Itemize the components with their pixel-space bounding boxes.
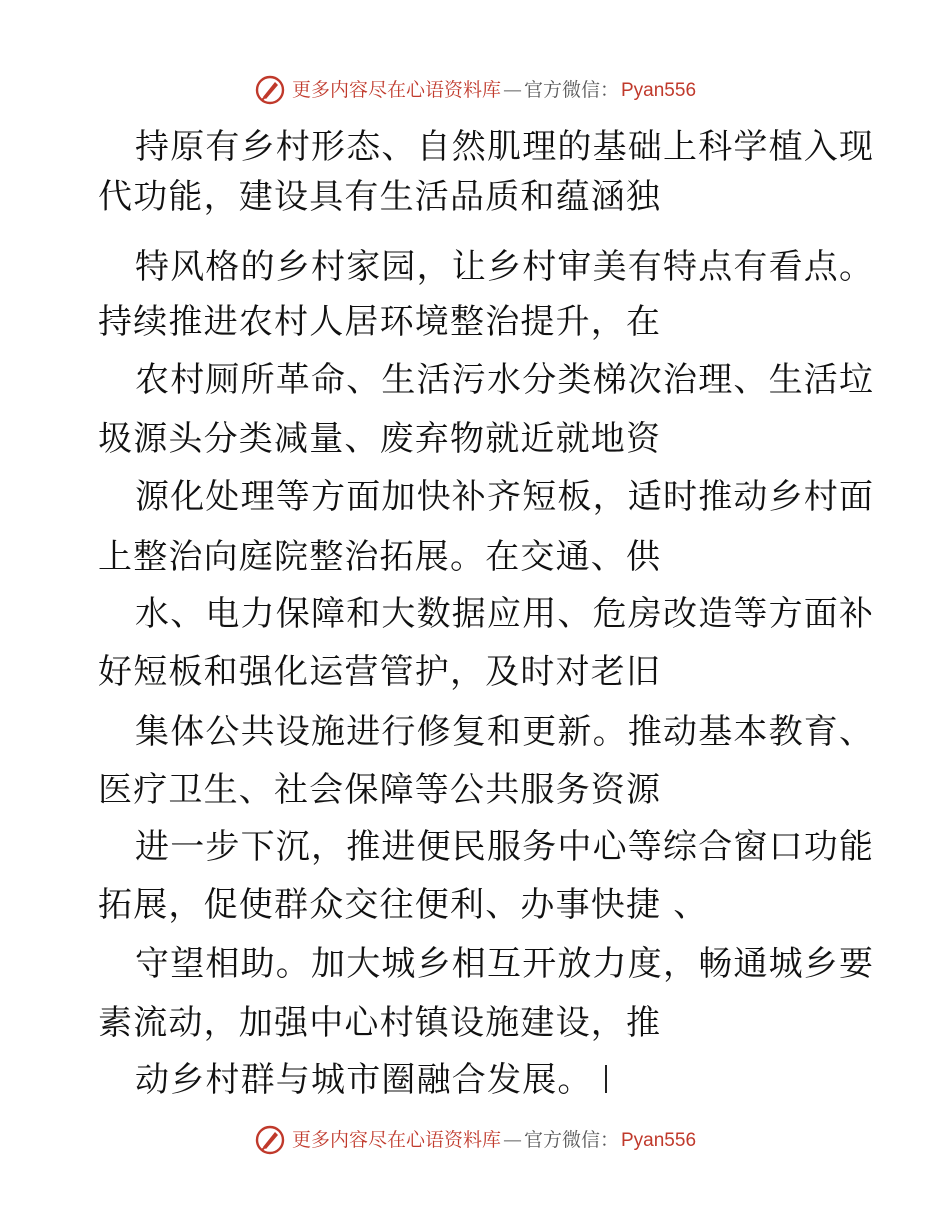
text-line: 上整治向庭院整治拓展。在交通、供 (98, 537, 662, 577)
text-line: 好短板和强化运营管护，及时对老旧 (98, 652, 662, 692)
text-line: 圾源头分类减量、废弃物就近就地资 (98, 419, 662, 459)
text-line: 守望相助。加大城乡相互开放力度，畅通城乡要 (135, 944, 875, 984)
watermark-wechat-label: 官方微信： (523, 78, 619, 101)
watermark-brand: 更多内容尽在心语资料库 (291, 78, 501, 101)
text-line: 拓展，促使群众交往便利、办事快捷 、 (98, 885, 709, 925)
text-line: 进一步下沉，推进便民服务中心等综合窗口功能 (135, 827, 875, 867)
text-line-last (135, 1055, 607, 1105)
watermark-wechat-label: 官方微信： (523, 1128, 619, 1151)
text-line: 源化处理等方面加快补齐短板，适时推动乡村面 (135, 477, 875, 517)
text-line: 持原有乡村形态、自然肌理的基础上科学植入现 (135, 127, 875, 167)
watermark-brand: 更多内容尽在心语资料库 (291, 1128, 501, 1151)
text-line: 水、电力保障和大数据应用、危房改造等方面补 (135, 594, 875, 634)
text-line: 代功能，建设具有生活品质和蕴涵独 (98, 177, 662, 217)
watermark-wechat-id: Pyan556 (621, 1129, 697, 1151)
footer-watermark (0, 1120, 950, 1160)
text-line: 持续推进农村人居环境整治提升，在 (98, 302, 662, 342)
last-line-text: 动乡村群与城市圈融合发展。 (135, 1060, 593, 1100)
watermark-separator: — (502, 1128, 522, 1151)
watermark-wechat-id: Pyan556 (621, 79, 697, 101)
text-line: 集体公共设施进行修复和更新。推动基本教育、 (135, 712, 875, 752)
text-line: 医疗卫生、社会保障等公共服务资源 (98, 770, 662, 810)
text-line: 特风格的乡村家园，让乡村审美有特点有看点。 (135, 247, 875, 287)
quill-seal-icon (254, 74, 286, 106)
text-cursor (605, 1065, 607, 1093)
header-watermark (0, 70, 950, 110)
text-line: 素流动，加强中心村镇设施建设，推 (98, 1003, 662, 1043)
quill-seal-icon (254, 1124, 286, 1156)
text-line: 农村厕所革命、生活污水分类梯次治理、生活垃 (135, 360, 875, 400)
watermark-separator: — (502, 78, 522, 101)
